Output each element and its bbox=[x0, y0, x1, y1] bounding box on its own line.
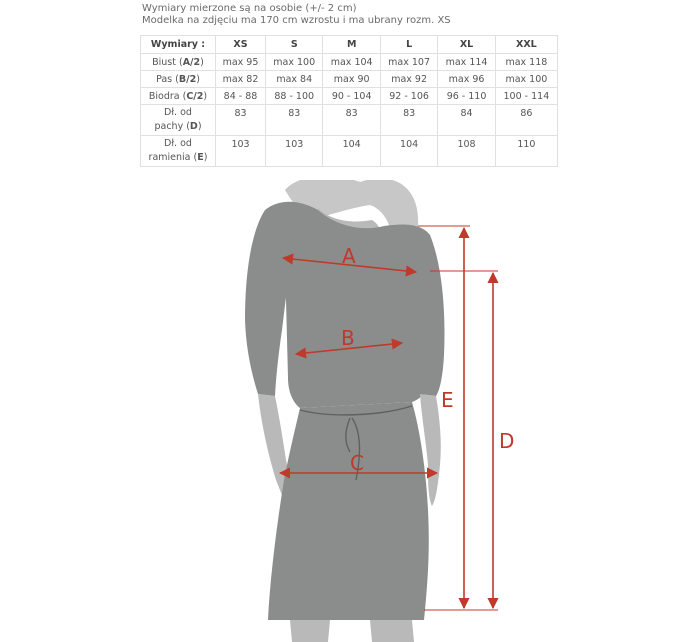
header-label: Wymiary : bbox=[141, 36, 216, 54]
table-cell: max 104 bbox=[323, 54, 380, 71]
size-header-xl: XL bbox=[438, 36, 495, 54]
table-cell: max 84 bbox=[266, 71, 323, 88]
table-cell: 96 - 110 bbox=[438, 88, 495, 105]
table-row bbox=[141, 136, 558, 167]
legs bbox=[290, 620, 414, 642]
table-cell: 84 - 88 bbox=[216, 88, 266, 105]
row-label-bust: Biust (A/2) bbox=[141, 54, 216, 71]
dress-top bbox=[265, 202, 435, 408]
table-cell: max 100 bbox=[266, 54, 323, 71]
dress-skirt bbox=[268, 402, 429, 620]
size-table bbox=[140, 35, 558, 167]
size-header-m: M bbox=[323, 36, 380, 54]
table-cell: max 96 bbox=[438, 71, 495, 88]
table-row bbox=[141, 71, 558, 88]
table-cell: 83 bbox=[216, 105, 266, 136]
table-cell: max 114 bbox=[438, 54, 495, 71]
note-tolerance: Wymiary mierzone są na osobie (+/- 2 cm) bbox=[142, 3, 357, 14]
label-e: E bbox=[441, 388, 454, 412]
table-cell: 92 - 106 bbox=[380, 88, 437, 105]
size-header-l: L bbox=[380, 36, 437, 54]
table-cell: max 107 bbox=[380, 54, 437, 71]
row-label-shoulder-length: Dł. od ramienia (E) bbox=[141, 136, 216, 167]
table-cell: max 90 bbox=[323, 71, 380, 88]
table-cell: max 100 bbox=[495, 71, 557, 88]
table-cell: 103 bbox=[266, 136, 323, 167]
table-row bbox=[141, 105, 558, 136]
measurement-notes bbox=[142, 3, 451, 27]
table-cell: max 118 bbox=[495, 54, 557, 71]
table-cell: max 95 bbox=[216, 54, 266, 71]
row-label-hips: Biodra (C/2) bbox=[141, 88, 216, 105]
table-cell: 108 bbox=[438, 136, 495, 167]
table-cell: 83 bbox=[380, 105, 437, 136]
table-cell: 88 - 100 bbox=[266, 88, 323, 105]
label-d: D bbox=[499, 429, 515, 453]
label-b: B bbox=[341, 326, 355, 350]
size-header-s: S bbox=[266, 36, 323, 54]
table-cell: 84 bbox=[438, 105, 495, 136]
label-a: A bbox=[342, 244, 356, 268]
table-cell: 104 bbox=[323, 136, 380, 167]
table-cell: 104 bbox=[380, 136, 437, 167]
dress-figure-svg bbox=[0, 180, 700, 642]
table-row bbox=[141, 54, 558, 71]
note-model-info: Modelka na zdjęciu ma 170 cm wzrostu i ma ubrany rozm. XS bbox=[142, 15, 451, 26]
size-header-xxl: XXL bbox=[495, 36, 557, 54]
table-cell: 83 bbox=[323, 105, 380, 136]
table-cell: 110 bbox=[495, 136, 557, 167]
table-cell: 90 - 104 bbox=[323, 88, 380, 105]
measurement-diagram bbox=[0, 180, 700, 642]
table-cell: 100 - 114 bbox=[495, 88, 557, 105]
table-cell: max 92 bbox=[380, 71, 437, 88]
table-cell: max 82 bbox=[216, 71, 266, 88]
table-row bbox=[141, 88, 558, 105]
row-label-armpit-length: Dł. od pachy (D) bbox=[141, 105, 216, 136]
size-table-header bbox=[141, 36, 558, 54]
table-cell: 103 bbox=[216, 136, 266, 167]
row-label-waist: Pas (B/2) bbox=[141, 71, 216, 88]
table-cell: 83 bbox=[266, 105, 323, 136]
label-c: C bbox=[350, 451, 364, 475]
table-cell: 86 bbox=[495, 105, 557, 136]
size-header-xs: XS bbox=[216, 36, 266, 54]
